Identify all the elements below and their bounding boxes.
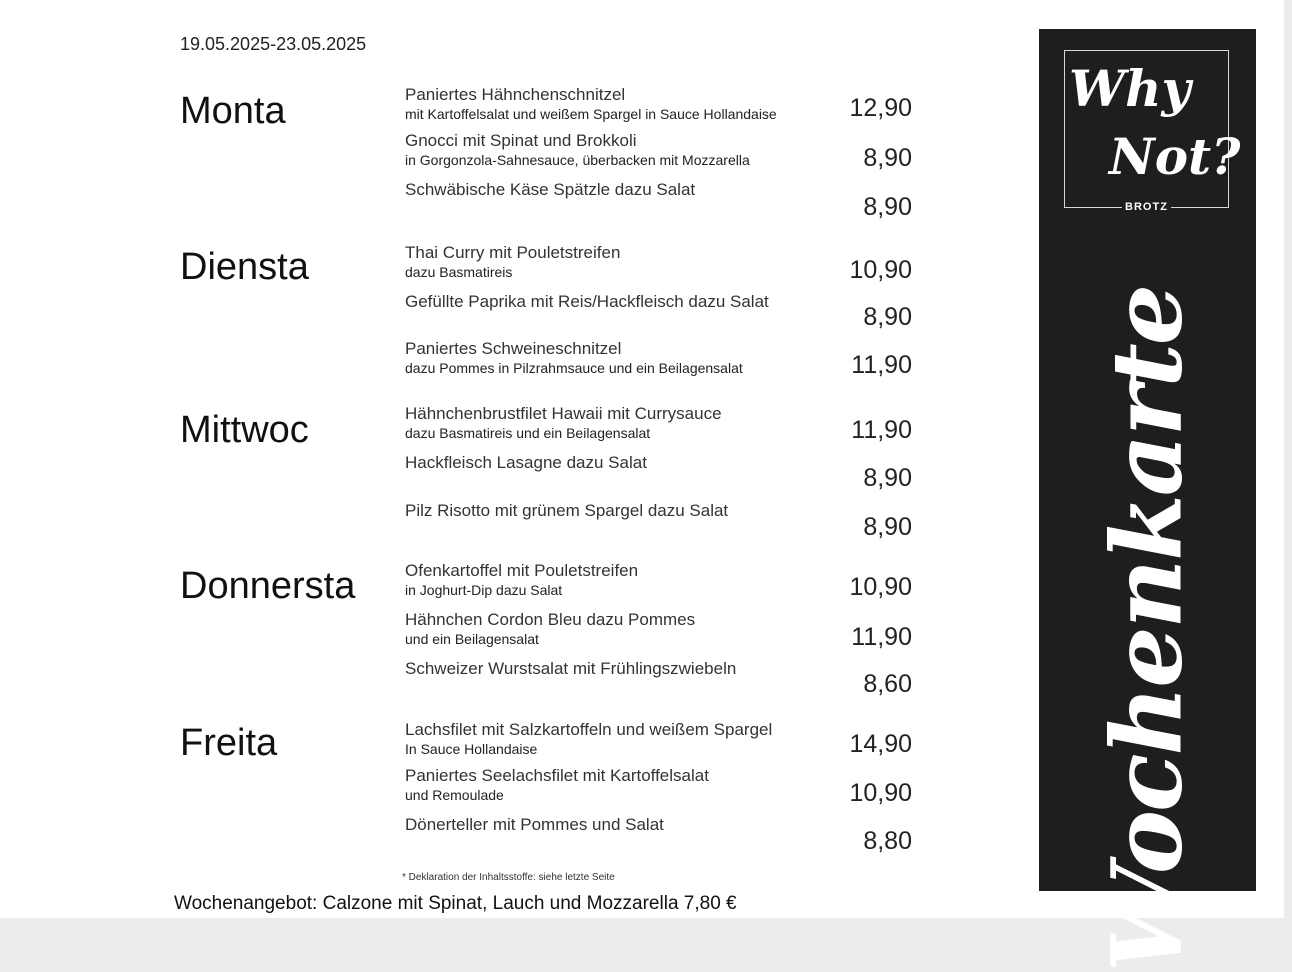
weekly-offer: Wochenangebot: Calzone mit Spinat, Lauch und Mozzarella 7,80 € (174, 893, 737, 914)
dish-description: in Gorgonzola-Sahnesauce, überbacken mit Mozzarella (405, 152, 750, 168)
dish-item (405, 765, 835, 804)
date-range: 19.05.2025-23.05.2025 (180, 34, 367, 54)
dish-description: In Sauce Hollandaise (405, 741, 538, 757)
dish-price: 14,90 (849, 730, 912, 758)
dish-price: 10,90 (849, 779, 912, 807)
dish-item (405, 609, 835, 648)
dish-price: 10,90 (849, 573, 912, 601)
dish-name: Schweizer Wurstsalat mit Frühlingszwiebeln (405, 659, 737, 678)
dish-item (405, 291, 835, 312)
dish-name: Paniertes Seelachsfilet mit Kartoffelsalat (405, 766, 709, 785)
logo-text-not: Not? (1109, 127, 1241, 186)
dish-name: Schwäbische Käse Spätzle dazu Salat (405, 180, 696, 199)
dish-price: 8,90 (863, 513, 912, 541)
dish-item (405, 719, 835, 758)
dish-item (405, 84, 835, 123)
dish-name: Gnocci mit Spinat und Brokkoli (405, 131, 637, 150)
sidebar-title: Wochenkarte (1090, 286, 1204, 972)
dish-item (405, 452, 835, 473)
dish-description: und Remoulade (405, 787, 504, 803)
dish-price: 11,90 (851, 623, 912, 651)
logo-text-why: Why (1069, 59, 1191, 118)
day-label-monday: Monta (180, 90, 286, 132)
dish-item (405, 130, 835, 169)
dish-price: 10,90 (849, 256, 912, 284)
dish-price: 11,90 (851, 416, 912, 444)
sidebar-banner (1039, 29, 1256, 972)
dish-item (405, 403, 835, 442)
dish-name: Hackfleisch Lasagne dazu Salat (405, 453, 647, 472)
dish-item (405, 179, 835, 200)
dish-item (405, 560, 835, 599)
day-label-tuesday: Diensta (180, 246, 309, 288)
dish-item (405, 658, 835, 679)
dish-name: Hähnchenbrustfilet Hawaii mit Currysauce (405, 404, 722, 423)
dish-name: Gefüllte Paprika mit Reis/Hackfleisch dazu Salat (405, 292, 769, 311)
dish-description: dazu Basmatireis (405, 264, 513, 280)
dish-description: mit Kartoffelsalat und weißem Spargel in Sauce Hollandaise (405, 106, 777, 122)
dish-price: 8,90 (863, 464, 912, 492)
footnote: * Deklaration der Inhaltsstoffe: siehe letzte Seite (402, 872, 615, 883)
dish-price: 8,80 (863, 827, 912, 855)
day-label-thursday: Donnersta (180, 565, 356, 607)
day-label-friday: Freita (180, 722, 278, 764)
dish-item (405, 338, 835, 377)
dish-item (405, 814, 835, 835)
dish-name: Hähnchen Cordon Bleu dazu Pommes (405, 610, 696, 629)
dish-name: Paniertes Hähnchenschnitzel (405, 85, 626, 104)
day-label-wednesday: Mittwoc (180, 409, 309, 451)
dish-description: in Joghurt-Dip dazu Salat (405, 582, 563, 598)
dish-name: Dönerteller mit Pommes und Salat (405, 815, 664, 834)
dish-description: dazu Pommes in Pilzrahmsauce und ein Beilagensalat (405, 360, 743, 376)
dish-price: 8,60 (863, 670, 912, 698)
dish-price: 12,90 (849, 94, 912, 122)
logo-brand: BROTZ (1125, 201, 1168, 213)
logo-base (1064, 203, 1229, 213)
dish-name: Pilz Risotto mit grünem Spargel dazu Salat (405, 501, 729, 520)
dish-price: 8,90 (863, 144, 912, 172)
dish-price: 8,90 (863, 303, 912, 331)
dish-name: Paniertes Schweineschnitzel (405, 339, 622, 358)
dish-description: dazu Basmatireis und ein Beilagensalat (405, 425, 651, 441)
dish-item (405, 242, 835, 281)
dish-description: und ein Beilagensalat (405, 631, 539, 647)
dish-name: Lachsfilet mit Salzkartoffeln und weißem Spargel (405, 720, 773, 739)
dish-item (405, 500, 835, 521)
dish-price: 8,90 (863, 193, 912, 221)
dish-name: Ofenkartoffel mit Pouletstreifen (405, 561, 639, 580)
dish-name: Thai Curry mit Pouletstreifen (405, 243, 621, 262)
dish-price: 11,90 (851, 351, 912, 379)
